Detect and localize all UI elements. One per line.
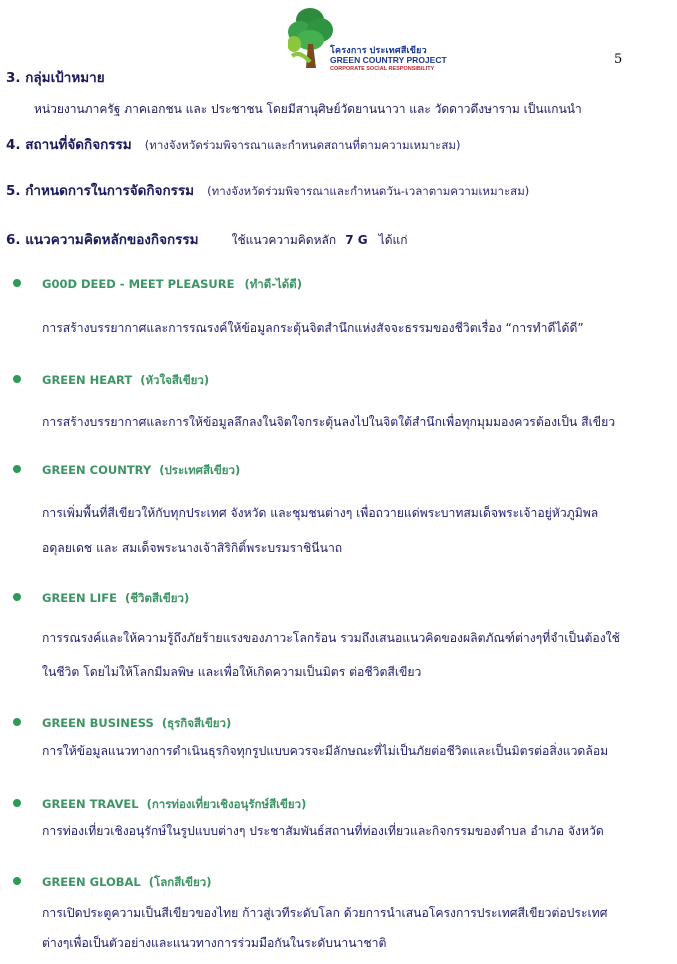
section-schedule xyxy=(6,179,529,201)
concept-title-th: (การท่องเที่ยวเชิงอนุรักษ์สีเขียว) xyxy=(146,797,307,811)
concept-green-business-line-1: การให้ข้อมูลแนวทางการดำเนินธุรกิจทุกรูปแบบควรจะมีลักษณะที่ไม่เป็นภัยต่อชีวิตและเป็นมิตรต่อสิ่งแวดล้อม xyxy=(42,744,609,758)
section-concept-title: 6. แนวความคิดหลักของกิจกรรม xyxy=(6,232,199,248)
bullet-icon xyxy=(13,718,21,726)
concept-title-th: (ประเทศสีเขียว) xyxy=(159,463,241,477)
section-target-body: หน่วยงานภาครัฐ ภาคเอกชน และ ประชาชน โดยมีสานุศิษย์วัดยานนาวา และ วัดดาวดึงษาราม เป็นแกนนำ xyxy=(34,102,582,116)
concept-title-en: GREEN BUSINESS xyxy=(42,716,154,730)
concept-green-heart-line-1: การสร้างบรรยากาศและการให้ข้อมูลลึกลงในจิตใจกระตุ้นลงไปในจิตใต้สำนึกเพื่อทุกมุมมองควรต้องเป็น สีเขียว xyxy=(42,415,616,429)
section-schedule-note: (ทางจังหวัดร่วมพิจารณาและกำหนดวัน-เวลาตามความเหมาะสม) xyxy=(207,184,530,198)
section-venue-note: (ทางจังหวัดร่วมพิจารณาและกำหนดสถานที่ตามความเหมาะสม) xyxy=(144,138,461,152)
concept-title-th: (ทำดี-ได้ดี) xyxy=(244,277,302,291)
concept-green-country-line-1: การเพิ่มพื้นที่สีเขียวให้กับทุกประเทศ จังหวัด และชุมชนต่างๆ เพื่อถวายแด่พระบาทสมเด็จพระเจ้าอยู่หัวภูมิพล xyxy=(42,506,599,520)
concept-green-global-line-1: การเปิดประตูความเป็นสีเขียวของไทย ก้าวสู่เวทีระดับโลก ด้วยการนำเสนอโครงการประเทศสีเขียวต่อประเทศ xyxy=(42,906,608,920)
concept-green-life-line-1: การรณรงค์และให้ความรู้ถึงภัยร้ายแรงของภาวะโลกร้อน รวมถึงเสนอแนวคิดของผลิตภัณฑ์ต่างๆที่จำเป็นต้องใช้ xyxy=(42,631,620,645)
bullet-icon xyxy=(13,465,21,473)
concept-green-country-line-2: อดุลยเดช และ สมเด็จพระนางเจ้าสิริกิติ์พระบรมราชินีนาถ xyxy=(42,541,343,555)
concept-title-en: GREEN LIFE xyxy=(42,591,117,605)
concept-green-life-title xyxy=(42,590,189,608)
concept-green-heart-title xyxy=(42,372,209,390)
concept-green-life-line-2: ในชีวิต โดยไม่ให้โลกมีมลพิษ และเพื่อให้เกิดความเป็นมิตร ต่อชีวิตสีเขียว xyxy=(42,665,422,679)
bullet-icon xyxy=(13,375,21,383)
concept-green-global-line-2: ต่างๆเพื่อเป็นตัวอย่างและแนวทางการร่วมมือกันในระดับนานาชาติ xyxy=(42,936,387,950)
bullet-icon xyxy=(13,877,21,885)
green-country-logo xyxy=(288,4,447,72)
bullet-icon xyxy=(13,593,21,601)
concept-green-global-title xyxy=(42,874,212,892)
bullet-icon xyxy=(13,799,21,807)
logo-english-name: GREEN COUNTRY PROJECT xyxy=(330,55,447,65)
section-concept-lead-suffix: ได้แก่ xyxy=(378,233,408,247)
page-number: 5 xyxy=(614,52,623,67)
concept-good-deed-title xyxy=(42,276,302,294)
concept-title-en: G00D DEED - MEET PLEASURE xyxy=(42,277,235,291)
concept-title-en: GREEN GLOBAL xyxy=(42,875,141,889)
section-concept-lead-count: 7 G xyxy=(345,233,368,247)
concept-title-en: GREEN COUNTRY xyxy=(42,463,152,477)
concept-title-th: (ธุรกิจสีเขียว) xyxy=(161,716,232,730)
concept-green-travel-title xyxy=(42,796,306,814)
concept-title-th: (หัวใจสีเขียว) xyxy=(140,373,210,387)
concept-title-th: (ชีวิตสีเขียว) xyxy=(124,591,190,605)
bullet-icon xyxy=(13,279,21,287)
section-schedule-title: 5. กำหนดการในการจัดกิจกรรม xyxy=(6,183,195,199)
section-concept-lead-prefix: ใช้แนวความคิดหลัก xyxy=(231,233,337,247)
concept-title-th: (โลกสีเขียว) xyxy=(148,875,212,889)
concept-green-country-title xyxy=(42,462,240,480)
logo-thai-name: โครงการ ประเทศสีเขียว xyxy=(330,45,427,55)
section-venue-title: 4. สถานที่จัดกิจกรรม xyxy=(6,137,132,153)
concept-green-travel-line-1: การท่องเที่ยวเชิงอนุรักษ์ในรูปแบบต่างๆ ประชาสัมพันธ์สถานที่ท่องเที่ยวและกิจกรรมของตำบล อำเภอ จังหวัด xyxy=(42,824,604,838)
section-venue xyxy=(6,133,460,155)
logo-tagline: CORPORATE SOCIAL RESPONSIBILITY xyxy=(330,65,435,72)
concept-title-en: GREEN HEART xyxy=(42,373,133,387)
concept-title-en: GREEN TRAVEL xyxy=(42,797,139,811)
concept-good-deed-line-1: การสร้างบรรยากาศและการรณรงค์ให้ข้อมูลกระตุ้นจิตสำนึกแห่งสัจจะธรรมของชีวิตเรื่อง “การทำดีได้ดี” xyxy=(42,321,584,335)
section-concept xyxy=(6,228,408,250)
concept-green-business-title xyxy=(42,715,231,733)
section-target-title: 3. กลุ่มเป้าหมาย xyxy=(6,70,105,86)
